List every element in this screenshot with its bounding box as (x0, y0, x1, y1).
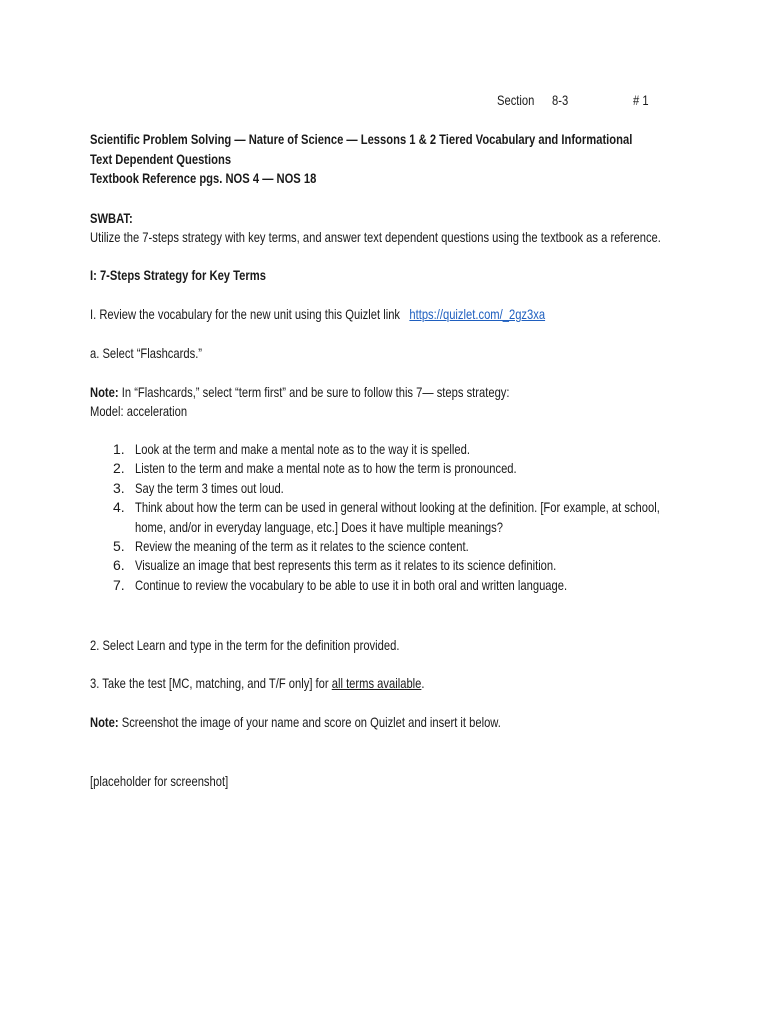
list-item: 7. Continue to review the vocabulary to be able to use it in both oral and written language. (113, 576, 568, 593)
note-flashcards: Note: In “Flashcards,” select “term first” and be sure to follow this 7— steps strategy: (90, 384, 510, 400)
select-flashcards: a. Select “Flashcards.” (90, 345, 203, 361)
list-item: 5. Review the meaning of the term as it relates to the science content. (113, 538, 469, 555)
list-item: 3. Say the term 3 times out loud. (113, 479, 284, 496)
review-instruction: I. Review the vocabulary for the new unit using this Quizlet link https://quizlet.com/_2gz3xa (90, 306, 546, 322)
assignment-number: # 1 (633, 92, 649, 108)
learn-instruction: 2. Select Learn and type in the term for the definition provided. (90, 637, 400, 653)
textbook-reference: Textbook Reference pgs. NOS 4 — NOS 18 (90, 170, 317, 186)
document-title-line2: Text Dependent Questions (90, 151, 232, 167)
note-label: Note: (90, 384, 119, 400)
all-terms-text: all terms available (331, 675, 422, 691)
screenshot-placeholder: [placeholder for screenshot] (90, 773, 229, 789)
quizlet-link[interactable]: https://quizlet.com/_2gz3xa (409, 306, 546, 322)
steps-list (113, 440, 768, 595)
section-value: 8-3 (552, 92, 569, 108)
list-item: 2. Listen to the term and make a mental note as to how the term is pronounced. (113, 460, 517, 477)
list-item: 1. Look at the term and make a mental note as to the way it is spelled. (113, 441, 470, 457)
document-title: Scientific Problem Solving — Nature of Science — Lessons 1 & 2 Tiered Vocabulary and Informational (90, 131, 633, 147)
section-label: Section (497, 92, 535, 108)
note-screenshot: Note: Screenshot the image of your name and score on Quizlet and insert it below. (90, 714, 501, 730)
test-instruction: 3. Take the test [MC, matching, and T/F only] for all terms available. (90, 675, 425, 691)
swbat-heading: SWBAT: (90, 210, 133, 226)
swbat-text: Utilize the 7-steps strategy with key terms, and answer text dependent questions using the textbook as a reference. (90, 229, 661, 245)
section-heading: I: 7-Steps Strategy for Key Terms (90, 267, 266, 283)
note-label: Note: (90, 714, 119, 730)
list-item: 6. Visualize an image that best represents this term as it relates to its science definition. (113, 557, 557, 574)
list-item: 4. Think about how the term can be used in general without looking at the definition. [For example, at school, home, and/or in everyday language, etc.] Does it have multiple meanings? (113, 499, 660, 535)
model-term: Model: acceleration (90, 403, 188, 419)
